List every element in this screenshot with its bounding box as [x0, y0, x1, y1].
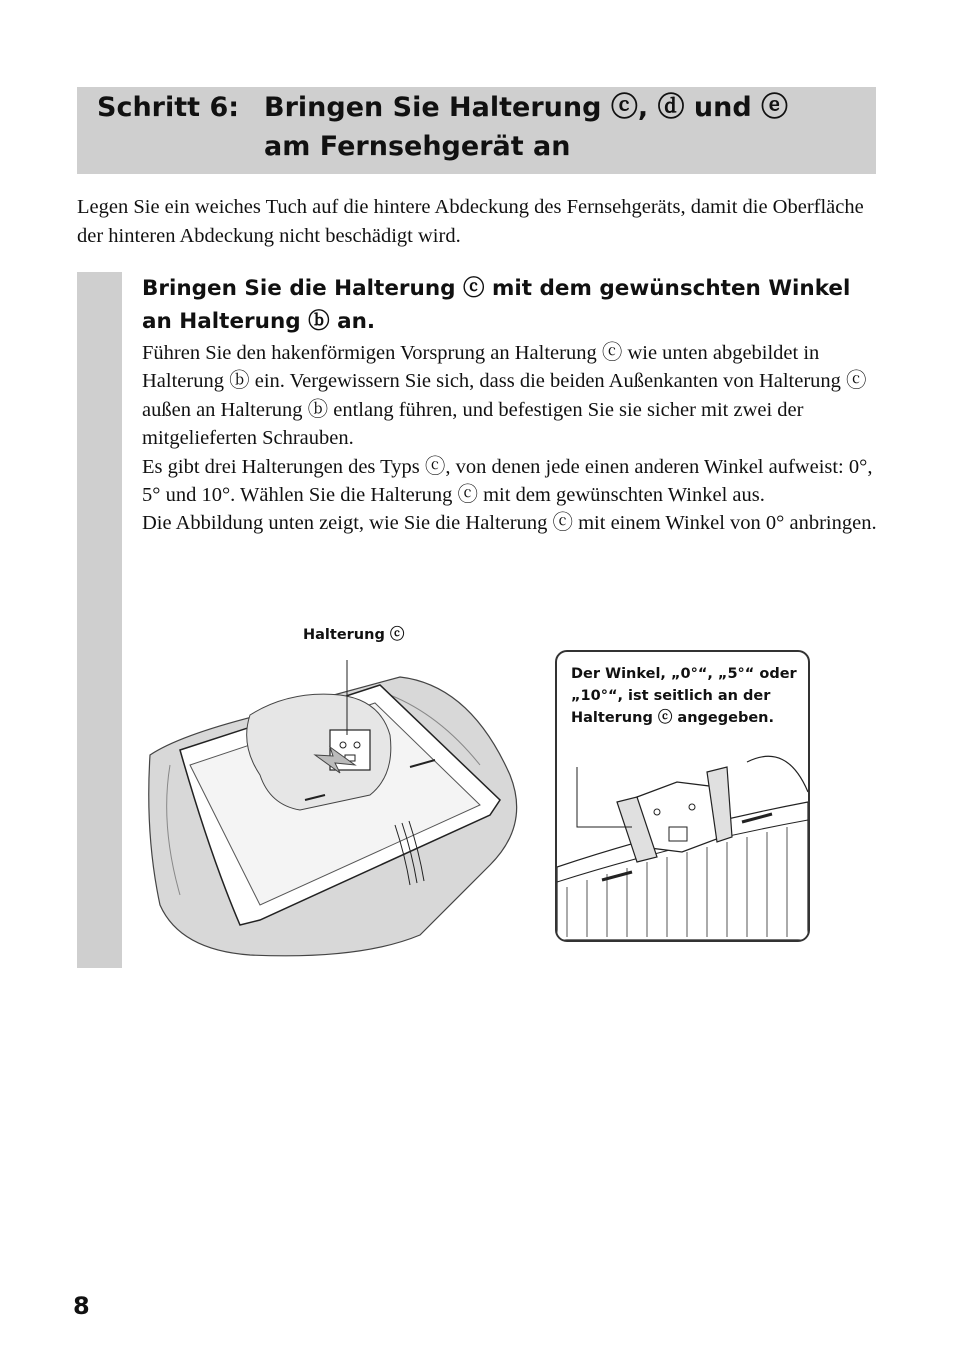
detail-caption: Der Winkel, „0°“, „5°“ oder „10°“, ist seitlich an der Halterung ⓒ angegeben. — [571, 666, 797, 726]
page-title — [97, 88, 877, 166]
section-heading: Bringen Sie die Halterung ⓒ mit dem gewünschten Winkel an Halterung ⓑ an. — [142, 276, 851, 334]
instruction-paragraph-3: Die Abbildung unten zeigt, wie Sie die Halterung ⓒ mit einem Winkel von 0° anbringen. — [142, 512, 877, 535]
instruction-body — [142, 339, 877, 538]
instruction-paragraph-2: Es gibt drei Halterungen des Typs ⓒ, von denen jede einen anderen Winkel aufweist: 0°, 5° und 10°. Wählen Sie die Halterung ⓒ mit dem gewünschten Winkel aus. — [142, 455, 873, 507]
tv-bracket-illustration — [140, 655, 540, 965]
title-line-1: Bringen Sie Halterung ⓒ, ⓓ und ⓔ — [264, 92, 789, 123]
step-number: Schritt 6: — [97, 92, 240, 123]
title-line-2: am Fernsehgerät an — [264, 131, 571, 162]
bracket-label: Halterung ⓒ — [303, 627, 405, 643]
step-sidebar — [77, 272, 122, 968]
page-number: 8 — [73, 1292, 90, 1320]
instruction-paragraph-1: Führen Sie den hakenförmigen Vorsprung an Halterung ⓒ wie unten abgebildet in Halterung ⓑ ein. Vergewissern Sie sich, dass die beiden Außenkanten von Halterung ⓒ außen an Halterung ⓑ entlang führen, und befestigen Sie sie sicher mit zwei der mitgelieferten Schrauben. — [142, 342, 867, 450]
intro-paragraph: Legen Sie ein weiches Tuch auf die hintere Abdeckung des Fernsehgeräts, damit die Oberfläche der hinteren Abdeckung nicht beschädigt wird. — [77, 196, 864, 247]
